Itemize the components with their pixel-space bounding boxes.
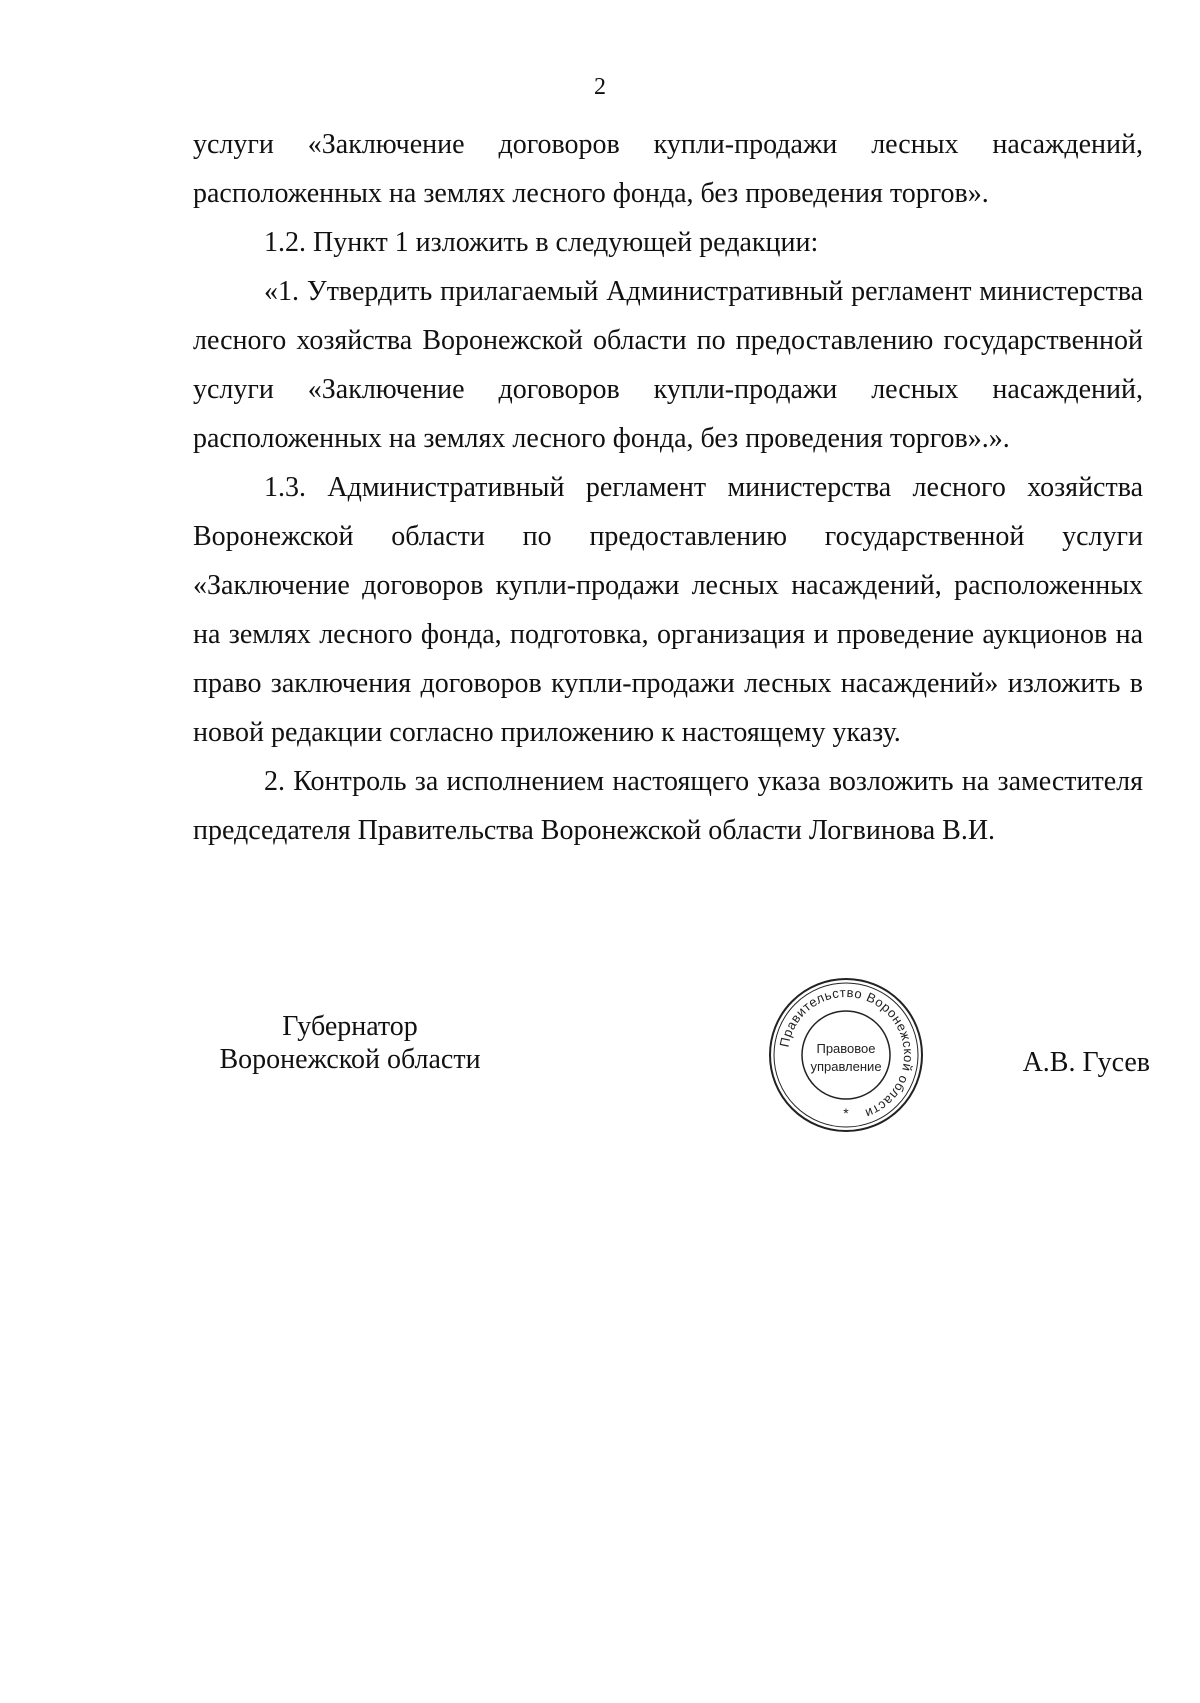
paragraph-1-3: 1.3. Административный регламент министерства лесного хозяйства Воронежской области по предоставлению государственной услуги «Заключение договоров купли-продажи лесных насаждений, расположенных на землях лесного фонда, подготовка, организация и проведение аукционов на право заключения договоров купли-продажи лесных насаждений» изложить в новой редакции согласно приложению к настоящему указу. bbox=[193, 472, 1143, 748]
seal-star-icon: * bbox=[843, 1105, 849, 1121]
signatory-position bbox=[190, 1010, 510, 1076]
official-seal bbox=[766, 975, 926, 1135]
signatory-title: Губернатор bbox=[282, 1011, 418, 1042]
paragraph-continuation: услуги «Заключение договоров купли-продажи лесных насаждений, расположенных на землях лесного фонда, без проведения торгов». bbox=[193, 129, 1143, 209]
paragraph-quote-1: «1. Утвердить прилагаемый Административный регламент министерства лесного хозяйства Воронежской области по предоставлению государственной услуги «Заключение договоров купли-продажи лесных насаждений, расположенных на землях лесного фонда, без проведения торгов».». bbox=[193, 276, 1143, 454]
seal-inner-text-line1: Правовое bbox=[816, 1041, 876, 1056]
paragraph-2: 2. Контроль за исполнением настоящего указа возложить на заместителя председателя Правительства Воронежской области Логвинова В.И. bbox=[193, 766, 1143, 846]
seal-graphic bbox=[766, 975, 926, 1135]
signatory-region: Воронежской области bbox=[219, 1044, 481, 1075]
document-body bbox=[193, 120, 1143, 855]
seal-outer-text: Правительство Воронежской области bbox=[776, 984, 917, 1122]
signatory-name: А.В. Гусев bbox=[1022, 1047, 1150, 1078]
paragraph-1-2: 1.2. Пункт 1 изложить в следующей редакции: bbox=[264, 227, 819, 258]
page-number: 2 bbox=[594, 74, 606, 100]
seal-inner-text-line2: управление bbox=[810, 1059, 882, 1074]
